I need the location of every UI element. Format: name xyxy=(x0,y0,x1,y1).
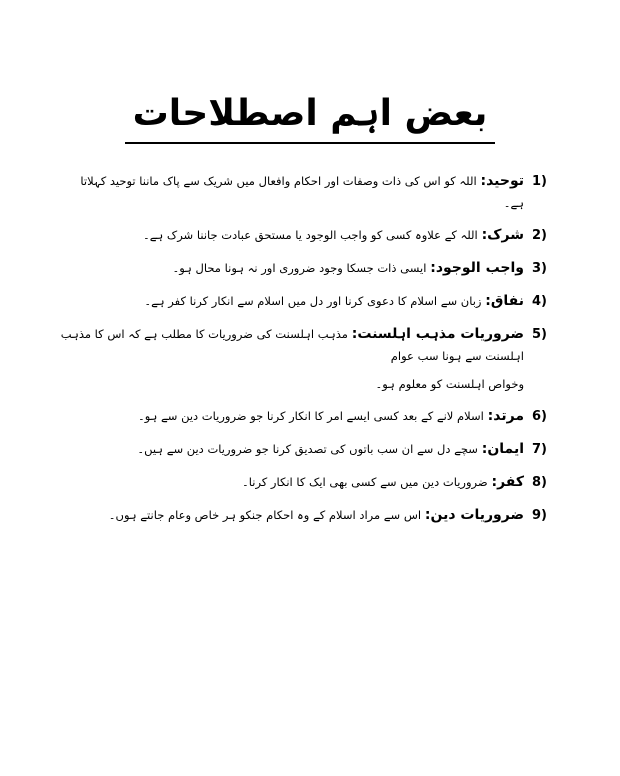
item-definition: سچے دل سے ان سب باتوں کی تصدیق کرنا جو ضروریات دین سے ہیں۔ xyxy=(137,442,478,456)
item-term: کفر: xyxy=(491,474,524,490)
item-term: ضروریات مذہب اہلسنت: xyxy=(351,326,524,342)
item-definition: اللہ کو اس کی ذات وصفات اور احکام وافعال میں شریک سے پاک ماننا توحید کہلاتا ہے۔ xyxy=(80,174,524,210)
item-definition: اللہ کے علاوہ کسی کو واجب الوجود یا مستحق عبادت جاننا شرک ہے۔ xyxy=(143,228,478,242)
list-item-4 xyxy=(60,290,548,313)
item-definition: اسلام لانے کے بعد کسی ایسے امر کا انکار کرنا جو ضروریات دین سے ہو۔ xyxy=(137,409,484,423)
item-definition-continuation: وخواص اہلسنت کو معلوم ہو۔ xyxy=(375,377,524,391)
item-term: ضروریات دین: xyxy=(424,507,524,523)
list-item-7 xyxy=(60,438,548,461)
item-number: 9) xyxy=(532,508,547,523)
item-number: 3) xyxy=(532,261,547,276)
item-number: 5) xyxy=(532,327,547,342)
item-term: توحید: xyxy=(480,173,524,189)
terms-list xyxy=(60,170,548,527)
list-item-2 xyxy=(60,224,548,247)
item-definition: ضروریات دین میں سے کسی بھی ایک کا انکار کرنا۔ xyxy=(242,475,488,489)
item-definition: ایسی ذات جسکا وجود ضروری اور نہ ہونا محال ہو۔ xyxy=(172,261,427,275)
item-term: ایمان: xyxy=(481,441,524,457)
list-item-5 xyxy=(60,323,548,395)
list-item-9 xyxy=(60,504,548,527)
item-number: 4) xyxy=(532,294,547,309)
item-term: واجب الوجود: xyxy=(430,260,524,276)
item-number: 1) xyxy=(532,174,547,189)
item-term: نفاق: xyxy=(485,293,524,309)
item-number: 8) xyxy=(532,475,547,490)
item-number: 7) xyxy=(532,442,547,457)
list-item-6 xyxy=(60,405,548,428)
item-definition: زبان سے اسلام کا دعوی کرنا اور دل میں اسلام سے انکار کرنا کفر ہے۔ xyxy=(144,294,482,308)
title-container xyxy=(0,92,620,144)
list-item-3 xyxy=(60,257,548,280)
page-title: بعض اہم اصطلاحات xyxy=(125,92,496,144)
item-definition: مذہب اہلسنت کی ضروریات کا مطلب ہے کہ اس کا مذہب اہلسنت سے ہونا سب عوام xyxy=(60,327,524,363)
item-term: شرک: xyxy=(481,227,524,243)
list-item-8 xyxy=(60,471,548,494)
item-definition: اس سے مراد اسلام کے وہ احکام جنکو ہر خاص وعام جانتے ہوں۔ xyxy=(108,508,422,522)
item-term: مرتد: xyxy=(487,408,524,424)
item-number: 2) xyxy=(532,228,547,243)
list-item-1 xyxy=(60,170,548,214)
item-number: 6) xyxy=(532,409,547,424)
